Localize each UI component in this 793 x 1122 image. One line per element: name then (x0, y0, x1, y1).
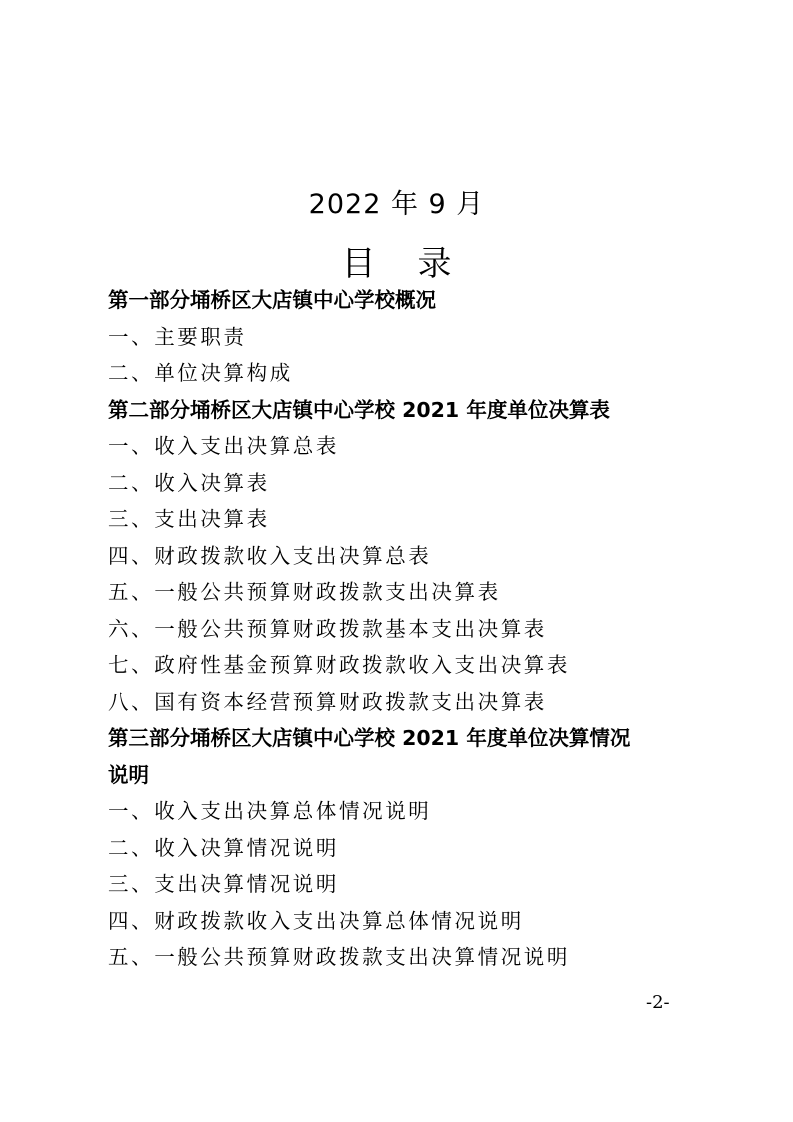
toc-part3-title-line1: 第三部分埇桥区大店镇中心学校 2021 年度单位决算情况 (108, 726, 631, 750)
toc-part2-item-6: 六、一般公共预算财政拨款基本支出决算表 (108, 616, 547, 641)
toc-part2-item-3: 三、支出决算表 (108, 507, 270, 531)
toc-part3-item-1: 一、收入支出决算总体情况说明 (108, 799, 432, 823)
toc-part2-item-4: 四、财政拨款收入支出决算总表 (108, 543, 432, 568)
toc-part3-title-line2: 说明 (108, 762, 149, 787)
table-of-contents (108, 282, 708, 976)
toc-part2-item-2: 二、收入决算表 (108, 470, 270, 495)
toc-part2-item-7: 七、政府性基金预算财政拨款收入支出决算表 (108, 653, 570, 677)
toc-part1-item-2: 二、单位决算构成 (108, 361, 293, 385)
toc-part1-item-1: 一、主要职责 (108, 324, 247, 349)
toc-part3-item-3: 三、支出决算情况说明 (108, 872, 339, 896)
toc-part3-item-5: 五、一般公共预算财政拨款支出决算情况说明 (108, 945, 570, 969)
toc-part2-title: 第二部分埇桥区大店镇中心学校 2021 年度单位决算表 (108, 397, 610, 422)
toc-part1-title: 第一部分埇桥区大店镇中心学校概况 (108, 288, 436, 312)
toc-part2-item-1: 一、收入支出决算总表 (108, 434, 339, 458)
toc-part2-item-8: 八、国有资本经营预算财政拨款支出决算表 (108, 689, 547, 714)
toc-part3-item-2: 二、收入决算情况说明 (108, 835, 339, 860)
toc-part2-item-5: 五、一般公共预算财政拨款支出决算表 (108, 580, 501, 604)
report-date: 2022 年 9 月 (308, 189, 485, 220)
toc-part3-item-4: 四、财政拨款收入支出决算总体情况说明 (108, 908, 524, 933)
page-number: -2- (646, 992, 670, 1013)
toc-title: 目录 (341, 244, 494, 284)
